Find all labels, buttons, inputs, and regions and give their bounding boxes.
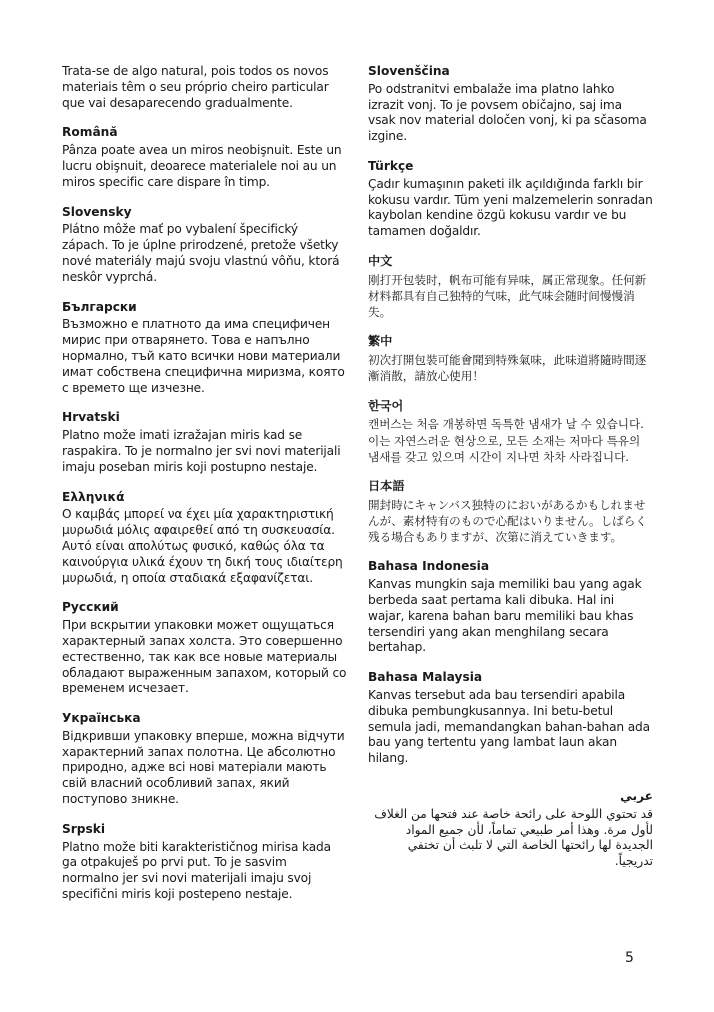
section-slovenian: [368, 64, 653, 145]
section-heading: Hrvatski: [62, 410, 120, 425]
section-chinese-traditional: [368, 334, 653, 384]
page-number: 5: [625, 950, 634, 966]
section-heading: Русский: [62, 600, 119, 615]
section-japanese: [368, 479, 653, 545]
section-text: Po odstranitvi embalaže ima platno lahko izrazit vonj. To je povsem običajno, saj ima vsak nov material določen vonj, ki pa sčasoma izgine.: [368, 81, 647, 144]
section-heading: 繁中: [368, 334, 393, 349]
section-text: 캔버스는 처음 개봉하면 독특한 냄새가 날 수 있습니다. 이는 자연스러운 현상으로, 모든 소재는 저마다 특유의 냄새를 갖고 있으며 시간이 지나면 차차 사라집니다.: [368, 417, 644, 464]
section-heading: 中文: [368, 253, 393, 268]
left-column: [62, 64, 347, 917]
section-heading: Українська: [62, 711, 141, 726]
section-malaysian: [368, 670, 653, 767]
right-column: [368, 64, 653, 884]
section-text: При вскрытии упаковки может ощущаться характерный запах холста. Это совершенно естественно, так как все новые материалы обладают выраженным запахом, который со временем исчезает.: [62, 618, 347, 696]
section-text: Platno može biti karakterističnog mirisa kada ga otpakuješ po prvi put. To je sasvim normalno jer svi novi materijali imaju svoj specifični miris koji postepeno nestaje.: [62, 839, 331, 902]
section-text: Platno može imati izražajan miris kad se raspakira. To je normalno jer svi novi materijali imaju poseban miris koji postupno nestaje.: [62, 428, 341, 474]
section-text: 刚打开包装时，帆布可能有异味，属正常现象。任何新材料都具有自己独特的气味，此气味会随时间慢慢消失。: [368, 272, 647, 320]
section-bulgarian: [62, 300, 347, 397]
section-text: Çadır kumaşının paketi ilk açıldığında farklı bir kokusu vardır. Tüm yeni malzemelerin sonradan kaybolan kendine özgü kokusu vardır ve bu tamamen doğaldır.: [368, 176, 653, 239]
section-heading: Română: [62, 125, 118, 140]
section-croatian: [62, 410, 347, 475]
section-heading: Slovensky: [62, 204, 132, 219]
section-heading: Srpski: [62, 821, 106, 836]
section-text: قد تحتوي اللوحة على رائحة خاصة عند فتحها من الغلاف لأول مرة. وهذا أمر طبيعي تماماً، لأن جميع المواد الجديدة لها رائحتها الخاصة التي لا تلبث أن تختفي تدريجياً.: [374, 806, 653, 869]
section-heading: Türkçe: [368, 158, 414, 173]
section-heading: عربي: [620, 788, 653, 803]
section-text: Kanvas tersebut ada bau tersendiri apabila dibuka pembungkusannya. Ini betu-betul semula jadi, memandangkan bahan-bahan ada bau yang tertentu yang lambat laun akan hilang.: [368, 687, 650, 766]
section-indonesian: [368, 559, 653, 656]
section-russian: [62, 600, 347, 697]
section-heading: Bahasa Indonesia: [368, 559, 490, 574]
section-ukrainian: [62, 711, 347, 808]
section-text: Ο καμβάς μπορεί να έχει μία χαρακτηριστική μυρωδιά μόλις αφαιρεθεί από τη συσκευασία. Αυτό είναι απολύτως φυσικό, καθώς όλα τα καινούργια υλικά έχουν τη δική τους ιδιαίτερη μυρωδιά, η οποία σταδιακά εξαφανίζεται.: [62, 507, 343, 585]
section-portuguese-continued: [62, 64, 347, 111]
section-heading: 한국어: [368, 398, 404, 413]
section-korean: [368, 399, 653, 465]
section-text: Kanvas mungkin saja memiliki bau yang agak berbeda saat pertama kali dibuka. Hal ini wajar, karena bahan baru memiliki bau khas tersendiri yang akan menghilang secara bertahap.: [368, 577, 642, 655]
section-text: Plátno môže mať po vybalení špecifický zápach. To je úplne prirodzené, pretože všetky nové materiály majú svoju vlastnú vôňu, ktorá neskôr vyprchá.: [62, 222, 340, 284]
section-turkish: [368, 159, 653, 240]
section-romanian: [62, 125, 347, 190]
section-heading: Slovenščina: [368, 64, 450, 78]
section-chinese-simplified: [368, 254, 653, 320]
section-heading: Bahasa Malaysia: [368, 670, 483, 685]
section-serbian: [62, 822, 347, 903]
section-heading: 日本語: [368, 478, 405, 493]
section-text: Trata-se de algo natural, pois todos os novos materiais têm o seu próprio cheiro particular que vai desaparecendo gradualmente.: [62, 64, 329, 110]
section-heading: Български: [62, 299, 137, 314]
section-text: Pânza poate avea un miros neobişnuit. Este un lucru obişnuit, deoarece materialele noi au un miros specific care dispare în timp.: [62, 143, 342, 189]
section-text: 開封時にキャンバス独特のにおいがあるかもしれませんが、素材特有のもので心配はいりません。しばらく残る場合もありますが、次第に消えていきます。: [368, 497, 647, 545]
section-heading: Ελληνικά: [62, 489, 125, 504]
section-text: Възможно е платното да има специфичен мирис при отварянето. Това е напълно нормално, тъй като всички нови материали имат собствена специфична миризма, която с времето ще изчезне.: [62, 317, 345, 395]
section-arabic: [368, 789, 653, 870]
section-greek: [62, 490, 347, 587]
section-slovak: [62, 205, 347, 286]
section-text: 初次打開包裝可能會聞到特殊氣味，此味道將隨時間逐漸消散，請放心使用！: [368, 353, 647, 384]
section-text: Відкривши упаковку вперше, можна відчути характерний запах полотна. Це абсолютно природно, адже всі нові матеріали мають свій власний особливий запах, який поступово зникне.: [62, 728, 345, 807]
